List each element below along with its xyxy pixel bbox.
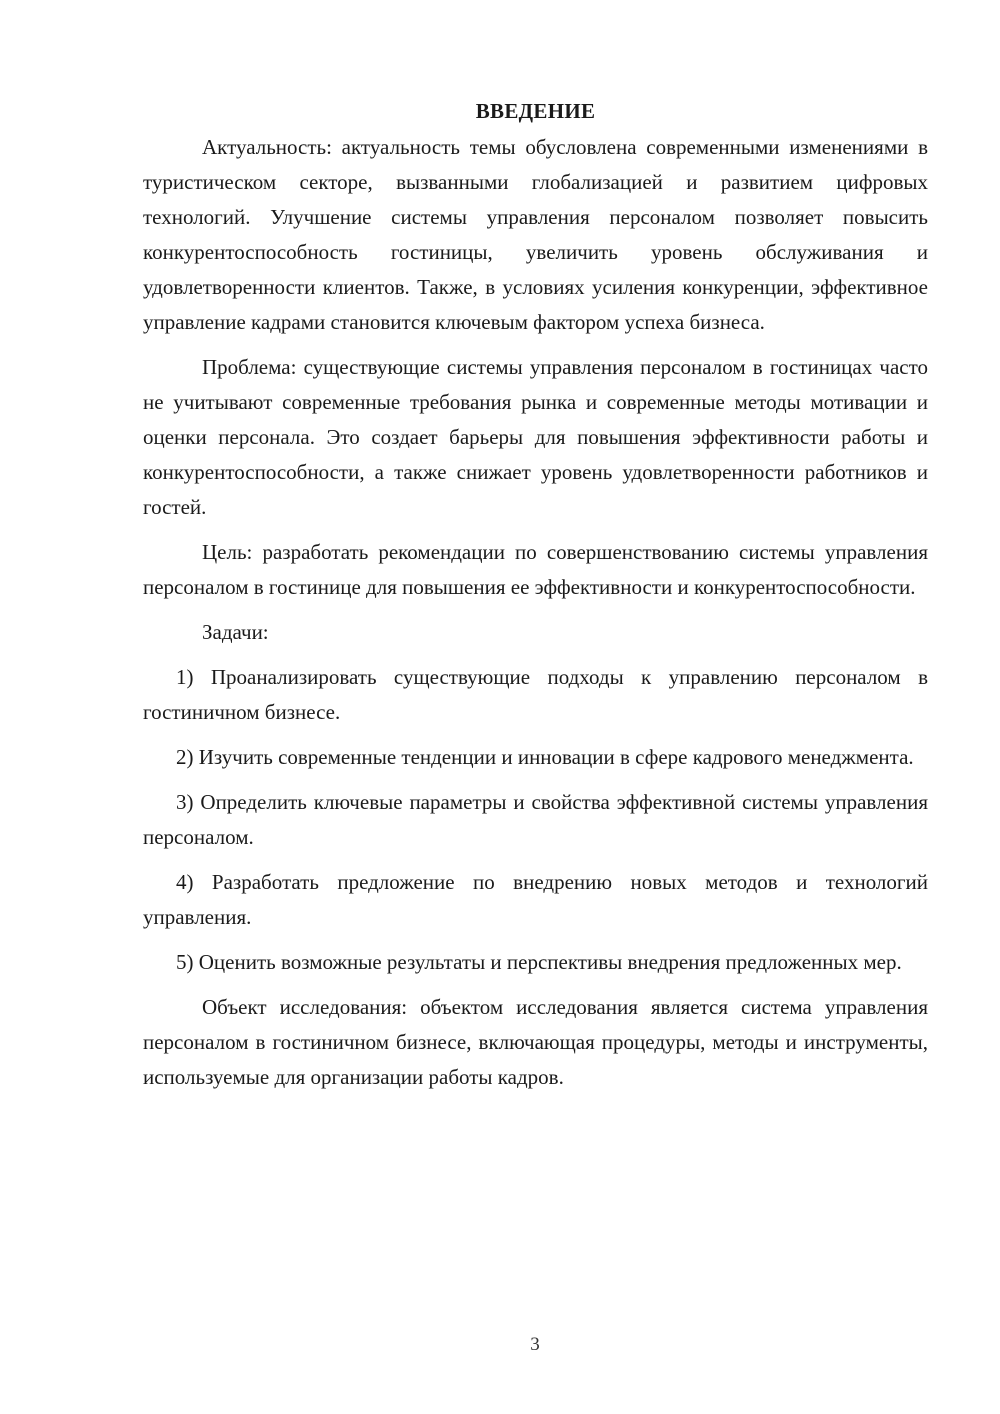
list-item: 1) Проанализировать существующие подходы к управлению персоналом в гостиничном бизнесе. (143, 665, 928, 724)
goal-paragraph: Цель: разработать рекомендации по совершенствованию системы управления персоналом в гостинице для повышения ее эффективности и конкурентоспособности. (143, 540, 928, 599)
list-item: 5) Оценить возможные результаты и перспективы внедрения предложенных мер. (176, 950, 902, 974)
tasks-list (143, 660, 928, 980)
tasks-label: Задачи: (202, 620, 269, 644)
problem-paragraph: Проблема: существующие системы управления персоналом в гостиницах часто не учитывают современные требования рынка и современные методы мотивации и оценки персонала. Это создает барьеры для повышения эффективности работы и конкурентоспособности, а также снижает уровень удовлетворенности работников и гостей. (143, 355, 928, 519)
list-item: 4) Разработать предложение по внедрению новых методов и технологий управления. (143, 870, 928, 929)
relevance-paragraph: Актуальность: актуальность темы обусловлена современными изменениями в туристическом секторе, вызванными глобализацией и развитием цифровых технологий. Улучшение системы управления персоналом позволяет повысить конкурентоспособность гостиницы, увеличить уровень обслуживания и удовлетворенности клиентов. Также, в условиях усиления конкуренции, эффективное управление кадрами становится ключевым фактором успеха бизнеса. (143, 135, 928, 334)
list-item: 3) Определить ключевые параметры и свойства эффективной системы управления персоналом. (143, 790, 928, 849)
object-paragraph: Объект исследования: объектом исследования является система управления персоналом в гостиничном бизнесе, включающая процедуры, методы и инструменты, используемые для организации работы кадров. (143, 995, 928, 1089)
list-item: 2) Изучить современные тенденции и инновации в сфере кадрового менеджмента. (176, 745, 914, 769)
document-page (143, 96, 928, 1105)
page-number: 3 (530, 1334, 540, 1355)
section-heading: ВВЕДЕНИЕ (475, 99, 596, 123)
